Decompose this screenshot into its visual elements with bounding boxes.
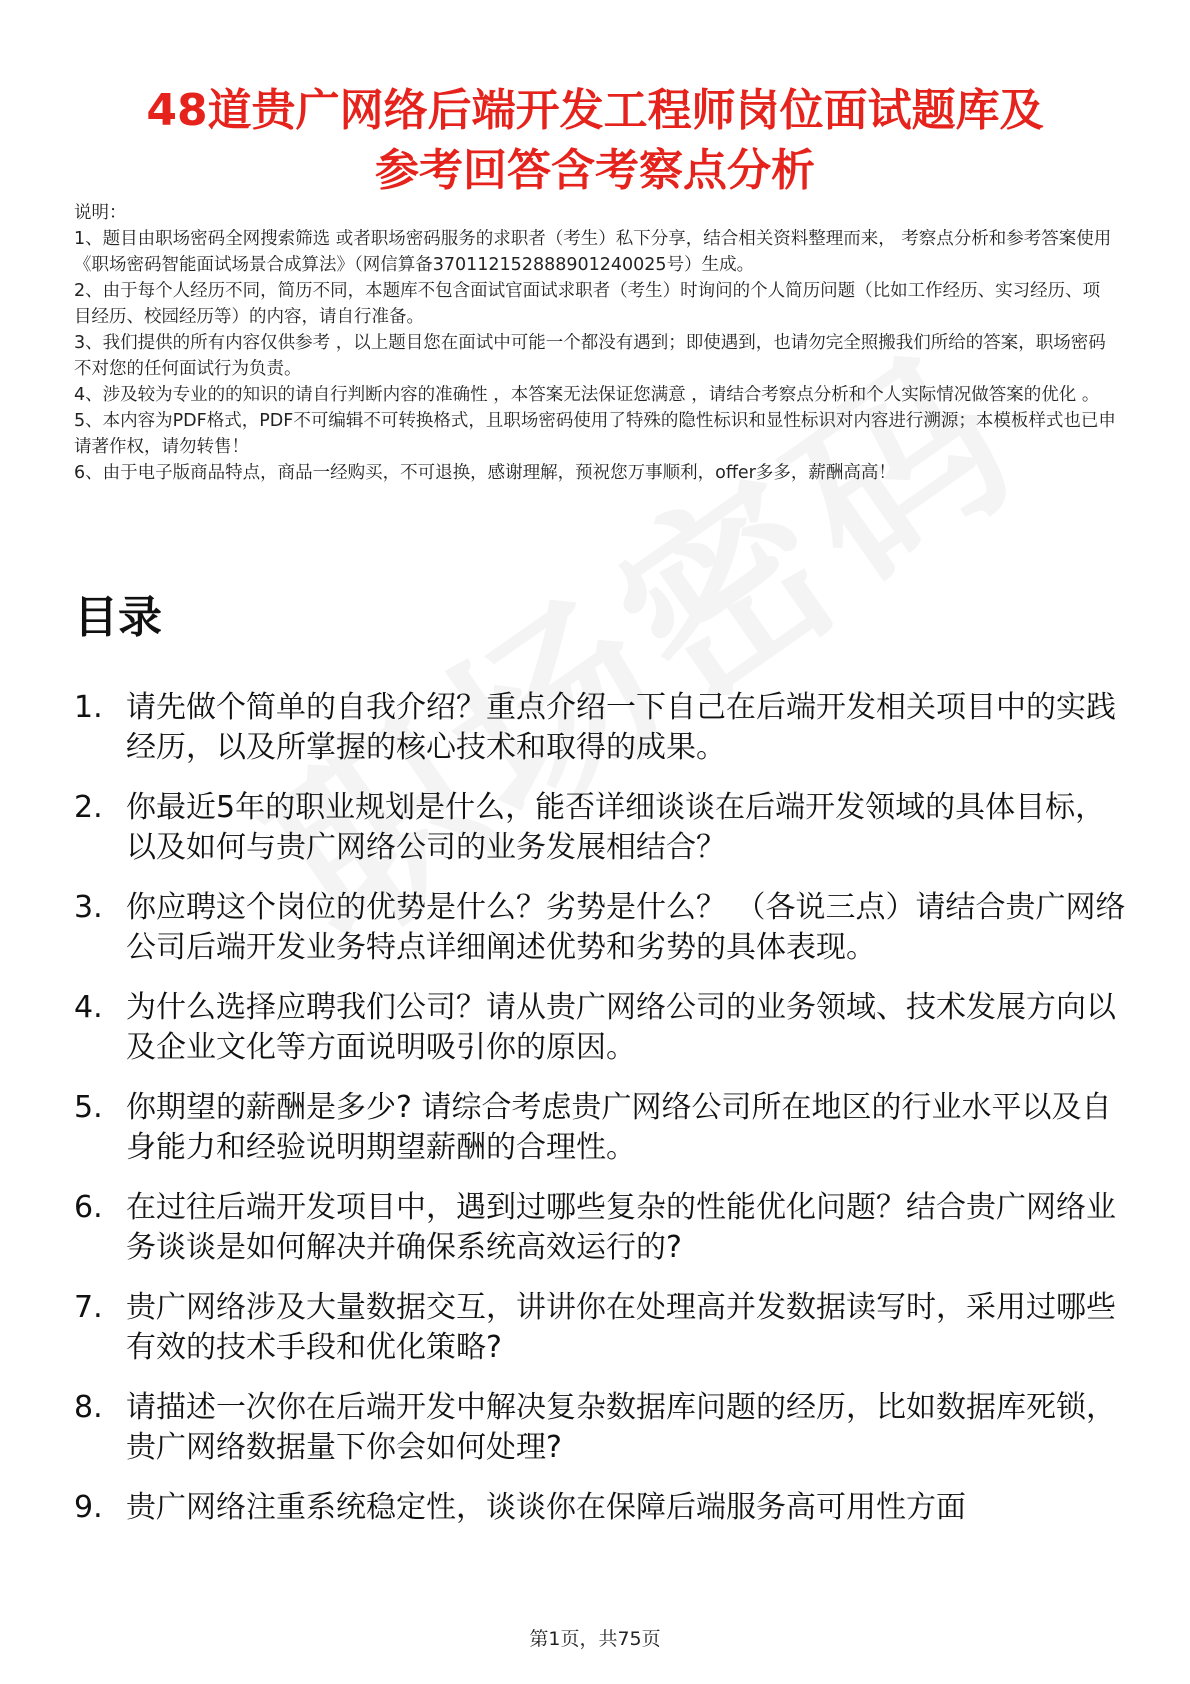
toc-item[interactable]: [74, 688, 1130, 768]
toc-item-number: 2.: [74, 790, 103, 825]
notes-section: [74, 200, 1116, 486]
toc-item[interactable]: [74, 1488, 1130, 1528]
toc-item[interactable]: [74, 1188, 1130, 1268]
toc-item[interactable]: [74, 988, 1130, 1068]
toc-item-number: 7.: [74, 1290, 103, 1325]
toc-item[interactable]: [74, 788, 1130, 868]
title-line-2: 参考回答含考察点分析: [375, 145, 815, 197]
page-title: [40, 81, 1150, 201]
toc-item-text: 贵广网络涉及大量数据交互，讲讲你在处理高并发数据读写时，采用过哪些有效的技术手段和优化策略?: [126, 1290, 1116, 1365]
note-item-4: 4、涉及较为专业的的知识的请自行判断内容的准确性 ，本答案无法保证您满意 ，请结合考察点分析和个人实际情况做答案的优化 。: [74, 385, 1100, 405]
toc-item-text: 贵广网络注重系统稳定性，谈谈你在保障后端服务高可用性方面: [126, 1490, 966, 1525]
note-item-6: 6、由于电子版商品特点，商品一经购买，不可退换，感谢理解，预祝您万事顺利，offer多多，薪酬高高！: [74, 463, 896, 483]
toc-item-text: 为什么选择应聘我们公司？请从贵广网络公司的业务领域、技术发展方向以及企业文化等方面说明吸引你的原因。: [126, 990, 1116, 1065]
toc-item-number: 4.: [74, 990, 103, 1025]
toc-list: [74, 688, 1130, 1548]
toc-item-number: 8.: [74, 1390, 103, 1425]
toc-item[interactable]: [74, 1288, 1130, 1368]
toc-item[interactable]: [74, 1088, 1130, 1168]
toc-item-text: 请描述一次你在后端开发中解决复杂数据库问题的经历，比如数据库死锁，贵广网络数据量下你会如何处理?: [126, 1390, 1116, 1465]
notes-heading: 说明：: [74, 203, 127, 223]
note-item-2: 2、由于每个人经历不同，简历不同，本题库不包含面试官面试求职者（考生）时询问的个人简历问题（比如工作经历、实习经历、项目经历、校园经历等）的内容，请自行准备。: [74, 281, 1101, 327]
title-line-1: 48道贵广网络后端开发工程师岗位面试题库及: [146, 85, 1044, 137]
toc-item[interactable]: [74, 888, 1130, 968]
note-item-3: 3、我们提供的所有内容仅供参考 ，以上题目您在面试中可能一个都没有遇到；即使遇到，也请勿完全照搬我们所给的答案，职场密码不对您的任何面试行为负责。: [74, 333, 1106, 379]
toc-item-number: 3.: [74, 890, 103, 925]
toc-item-text: 你应聘这个岗位的优势是什么？劣势是什么？ （各说三点）请结合贵广网络公司后端开发业务特点详细阐述优势和劣势的具体表现。: [126, 890, 1126, 965]
note-item-5: 5、本内容为PDF格式，PDF不可编辑不可转换格式，且职场密码使用了特殊的隐性标识和显性标识对内容进行溯源；本模板样式也已申请著作权，请勿转售！: [74, 411, 1116, 457]
toc-item-text: 请先做个简单的自我介绍？重点介绍一下自己在后端开发相关项目中的实践经历，以及所掌握的核心技术和取得的成果。: [126, 690, 1116, 765]
toc-item-text: 你最近5年的职业规划是什么，能否详细谈谈在后端开发领域的具体目标，以及如何与贵广网络公司的业务发展相结合？: [126, 790, 1106, 865]
note-item-1: 1、题目由职场密码全网搜索筛选 或者职场密码服务的求职者（考生）私下分享，结合相关资料整理而来， 考察点分析和参考答案使用《职场密码智能面试场景合成算法》（网信算备370112152888901240025号）生成。: [74, 229, 1112, 275]
toc-heading: 目录: [74, 592, 162, 643]
toc-item-text: 在过往后端开发项目中，遇到过哪些复杂的性能优化问题？结合贵广网络业务谈谈是如何解决并确保系统高效运行的?: [126, 1190, 1116, 1265]
page-footer: 第1页，共75页: [529, 1628, 661, 1650]
toc-item-number: 6.: [74, 1190, 103, 1225]
toc-item-text: 你期望的薪酬是多少? 请综合考虑贵广网络公司所在地区的行业水平以及自身能力和经验说明期望薪酬的合理性。: [126, 1090, 1112, 1165]
toc-item[interactable]: [74, 1388, 1130, 1468]
toc-item-number: 5.: [74, 1090, 103, 1125]
toc-item-number: 9.: [74, 1490, 103, 1525]
toc-item-number: 1.: [74, 690, 103, 725]
